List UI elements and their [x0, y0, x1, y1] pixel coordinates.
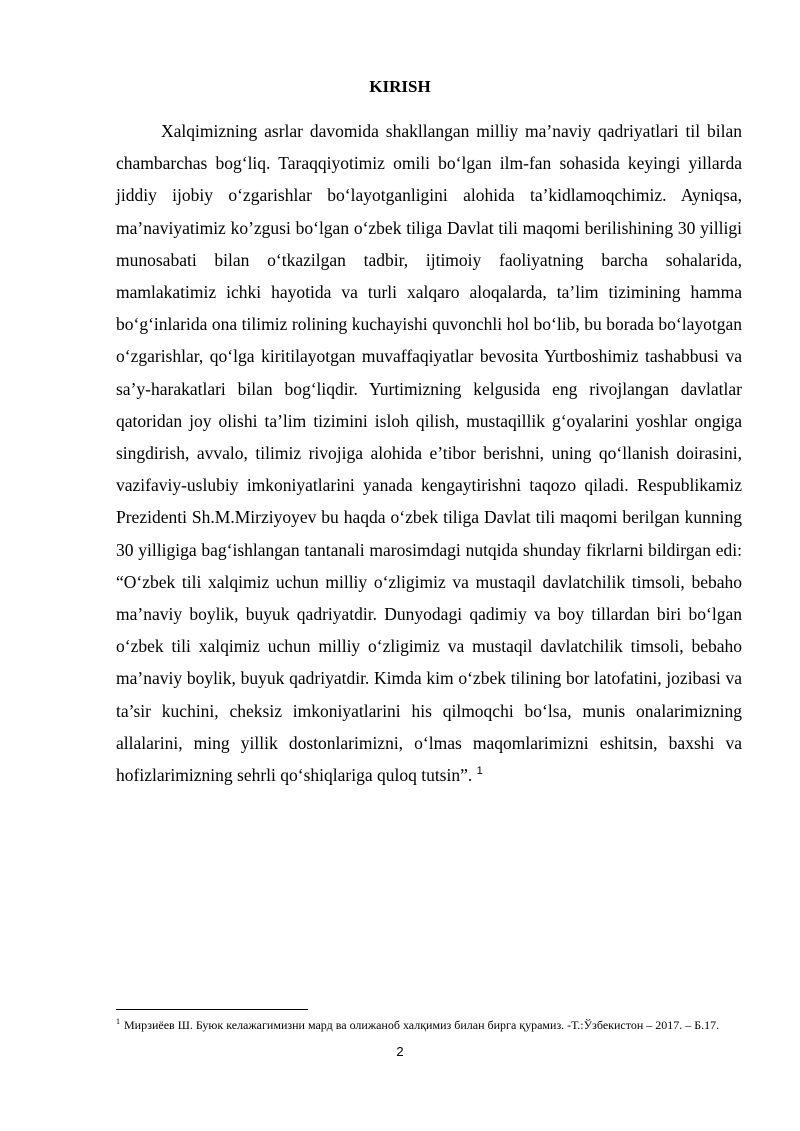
page-number: 2	[396, 1044, 404, 1059]
footnote	[116, 1017, 742, 1033]
page-title: KIRISH	[369, 77, 431, 96]
footnote-mark: 1	[116, 1017, 120, 1026]
body-text: Xalqimizning asrlar davomida shakllangan milliy ma’naviy qadriyatlari til bilan chambarchas bog‘liq. Taraqqiyotimiz omili bo‘lgan ilm-fan sohasida keyingi yillarda jiddiy ijobiy o‘zgarishlar bo‘layotganligini alohida ta’kidlamoqchimiz. Ayniqsa, ma’naviyatimiz ko’zgusi bo‘lgan o‘zbek tiliga Davlat tili maqomi berilishining 30 yilligi munosabati bilan o‘tkazilgan tadbir, ijtimoiy faoliyatning barcha sohalarida, mamlakatimiz ichki hayotida va turli xalqaro aloqalarda, ta’lim tizimining hamma bo‘g‘inlarida ona tilimiz rolining kuchayishi quvonchli hol bo‘lib, bu borada bo‘layotgan o‘zgarishlar, qo‘lga kiritilayotgan muvaffaqiyatlar bevosita Yurtboshimiz tashabbusi va sa’y-harakatlari bilan bog‘liqdir. Yurtimizning kelgusida eng rivojlangan davlatlar qatoridan joy olishi ta’lim tizimini isloh qilish, mustaqillik g‘oyalarini yoshlar ongiga singdirish, avvalo, tilimiz rivojiga alohida e’tibor berishni, uning qo‘llanish doirasini, vazifaviy-uslubiy imkoniyatlarini yanada kengaytirishni taqozo qiladi. Respublikamiz Prezidenti Sh.M.Mirziyoyev bu haqda o‘zbek tiliga Davlat tili maqomi berilgan kunning 30 yilligiga bag‘ishlangan tantanali marosimdagi nutqida shunday fikrlarni bildirgan edi: “O‘zbek tili xalqimiz uchun milliy o‘zligimiz va mustaqil davlatchilik timsoli, bebaho ma’naviy boylik, buyuk qadriyatdir. Dunyodagi qadimiy va boy tillardan biri bo‘lgan o‘zbek tili xalqimiz uchun milliy o‘zligimiz va mustaqil davlatchilik timsoli, bebaho ma’naviy boylik, buyuk qadriyatdir. Kimda kim o‘zbek tilining bor latofatini, jozibasi va ta’sir kuchini, cheksiz imkoniyatlarini his qilmoqchi bo‘lsa, munis onalarimizning allalarini, ming yillik dostonlarimizni, o‘lmas maqomlarimizni eshitsin, baxshi va hofizlarimizning sehrli qo‘shiqlariga quloq tutsin”.	[116, 121, 742, 786]
footnote-reference[interactable]: 1	[476, 765, 483, 778]
footnote-text: Мирзиёев Ш. Буюк келажагимизни мард ва олижаноб халқимиз билан бирга қурамиз. -Т.:Ўзбекистон – 2017. – Б.17.	[124, 1018, 720, 1032]
footnote-separator	[116, 1009, 308, 1010]
body-paragraph	[116, 115, 742, 791]
